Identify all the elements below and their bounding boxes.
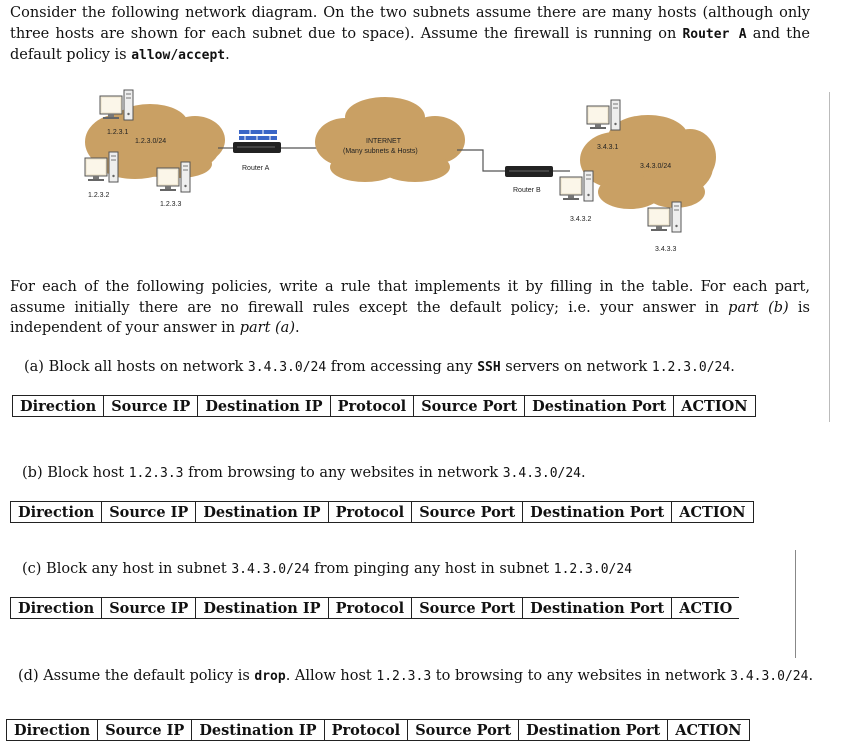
network-code: 3.4.3.0/24: [231, 562, 310, 577]
intro-text-3: .: [225, 47, 230, 63]
header-direction: Direction: [7, 720, 98, 741]
default-policy: allow/accept: [131, 48, 226, 63]
rule-table-c: [10, 597, 739, 619]
rule-table-d: [6, 719, 750, 741]
header-direction: Direction: [11, 502, 102, 523]
protocol-code: SSH: [477, 360, 501, 375]
rule-table-a: [12, 395, 756, 417]
question-text: from accessing any: [326, 359, 478, 375]
question-b: [22, 463, 586, 484]
right-subnet-cloud: [580, 115, 716, 209]
question-text: from pinging any host in subnet: [309, 561, 554, 577]
question-text: (d) Assume the default policy is: [18, 668, 255, 684]
instructions-text-3: .: [295, 320, 300, 336]
host-computer-icon: [560, 171, 593, 201]
instructions-text-2: is independent of your answer in: [10, 299, 810, 336]
header-destination-port: Destination Port: [519, 720, 668, 741]
question-text: from browsing to any websites in network: [183, 465, 503, 481]
header-protocol: Protocol: [328, 502, 412, 523]
question-text: . Allow host: [285, 668, 377, 684]
rule-table-b: [10, 501, 754, 523]
margin-line: [829, 92, 830, 422]
router-a-label: Router A: [242, 165, 270, 172]
internet-subtitle: (Many subnets & Hosts): [343, 148, 418, 155]
host-computer-icon: [587, 100, 620, 130]
rule-table-d-clip: [6, 719, 806, 741]
header-source-port: Source Port: [414, 396, 525, 417]
network-code: 1.2.3.0/24: [553, 562, 633, 577]
question-text: .: [808, 668, 814, 684]
header-destination-port: Destination Port: [523, 598, 672, 619]
host-code: 1.2.3.3: [376, 669, 432, 684]
header-destination-ip: Destination IP: [196, 598, 328, 619]
question-text: (c) Block any host in subnet: [22, 561, 232, 577]
header-action: ACTION: [672, 502, 753, 523]
question-text: .: [730, 359, 735, 375]
header-source-port: Source Port: [412, 598, 523, 619]
right-subnet-label: 3.4.3.0/24: [640, 163, 672, 170]
host-label-1-2-3-2: 1.2.3.2: [88, 192, 110, 199]
header-direction: Direction: [13, 396, 104, 417]
question-d: [18, 666, 813, 687]
header-action: ACTION: [668, 720, 749, 741]
network-code: 3.4.3.0/24: [730, 669, 809, 684]
part-a-ref: part (a): [239, 320, 295, 336]
question-text: to browsing to any websites in network: [431, 668, 731, 684]
rule-table-c-clip: [10, 597, 796, 619]
header-destination-port: Destination Port: [525, 396, 674, 417]
header-source-ip: Source IP: [98, 720, 192, 741]
instructions-paragraph: [10, 277, 810, 339]
header-source-ip: Source IP: [102, 598, 196, 619]
header-protocol: Protocol: [330, 396, 414, 417]
host-label-3-4-3-3: 3.4.3.3: [655, 246, 677, 253]
question-text: servers on network: [500, 359, 652, 375]
host-label-1-2-3-3: 1.2.3.3: [160, 201, 182, 208]
policy-code: drop: [254, 669, 286, 684]
left-subnet-label: 1.2.3.0/24: [135, 138, 167, 145]
intro-text-1: Consider the following network diagram. On the two subnets assume there are many hosts (although only three hosts are shown for each subnet due to space). Assume the firewall is running on: [10, 5, 810, 42]
question-c: [22, 559, 632, 580]
host-label-3-4-3-1: 3.4.3.1: [597, 144, 619, 151]
header-source-port: Source Port: [408, 720, 519, 741]
firewall-icon: [239, 130, 277, 140]
header-direction: Direction: [11, 598, 102, 619]
header-action: ACTIO: [672, 598, 740, 619]
host-code: 1.2.3.3: [128, 466, 184, 481]
header-source-ip: Source IP: [102, 502, 196, 523]
network-code: 3.4.3.0/24: [502, 466, 582, 481]
question-text: (b) Block host: [22, 465, 129, 481]
router-name: Router A: [682, 26, 747, 42]
question-a: [24, 357, 735, 378]
header-destination-port: Destination Port: [523, 502, 672, 523]
question-text: .: [581, 465, 586, 481]
question-text: (a) Block all hosts on network: [24, 359, 248, 375]
instructions-text-1: For each of the following policies, write a rule that implements it by filling in the table. For each part, assume initially there are no firewall rules except the default policy; i.e. your answer in: [10, 279, 810, 316]
router-b-label: Router B: [513, 187, 541, 194]
network-code: 1.2.3.0/24: [651, 360, 731, 375]
header-destination-ip: Destination IP: [198, 396, 330, 417]
host-label-1-2-3-1: 1.2.3.1: [107, 129, 129, 136]
host-label-3-4-3-2: 3.4.3.2: [570, 216, 592, 223]
header-source-ip: Source IP: [104, 396, 198, 417]
internet-title: INTERNET: [366, 138, 401, 145]
header-source-port: Source Port: [412, 502, 523, 523]
intro-paragraph: [10, 3, 810, 67]
header-destination-ip: Destination IP: [196, 502, 328, 523]
header-action: ACTION: [674, 396, 755, 417]
header-protocol: Protocol: [328, 598, 412, 619]
intro-text-2: and the default policy is: [10, 25, 810, 63]
network-diagram: [0, 82, 720, 262]
part-b-ref: part (b): [728, 299, 789, 316]
header-protocol: Protocol: [324, 720, 408, 741]
network-code: 3.4.3.0/24: [247, 360, 327, 375]
header-destination-ip: Destination IP: [192, 720, 324, 741]
